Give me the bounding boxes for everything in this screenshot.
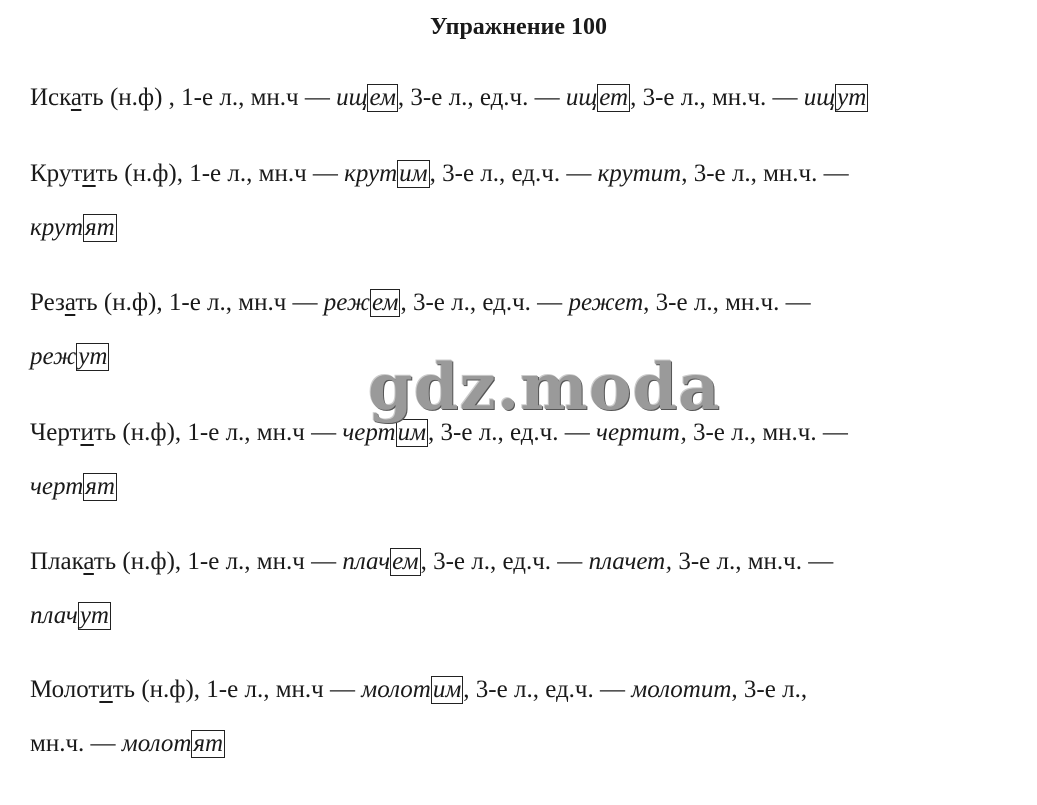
text-segment: ть (н.ф), 1-е л., мн.ч — (93, 548, 343, 575)
stressed-vowel: а (83, 548, 94, 575)
verb-form: молот (121, 730, 192, 757)
stressed-vowel: а (64, 289, 76, 316)
ending-box: ят (193, 730, 224, 757)
entry-line-1 (30, 676, 807, 704)
text-segment: ть (н.ф), 1-е л., мн.ч — (112, 676, 362, 703)
verb-form: чертит, (596, 419, 687, 446)
ending-box: им (399, 160, 428, 187)
ending-box: ут (837, 84, 867, 111)
entry-krutit (30, 160, 1015, 250)
text-segment: , 3-е л., ед.ч. — (400, 289, 569, 316)
text-segment: 3-е л., мн.ч. — (672, 548, 834, 575)
entry-line-2 (30, 602, 111, 630)
ending-box: ет (599, 84, 629, 111)
entry-line-2 (30, 343, 109, 371)
text-segment: , 3-е л., (731, 676, 808, 703)
text-segment: Плак (30, 548, 84, 575)
entry-chertit (30, 419, 1015, 509)
page-title: Упражнение 100 (429, 14, 607, 40)
verb-form: ищ (803, 84, 836, 111)
text-segment: мн.ч. — (30, 730, 122, 757)
verb-form: крут (344, 160, 398, 187)
text-segment: ть (н.ф), 1-е л., мн.ч — (95, 160, 345, 187)
verb-form: ищ (565, 84, 598, 111)
text-segment: , 3-е л., мн.ч. — (681, 160, 849, 187)
verb-form: ищ (336, 84, 368, 111)
entry-line-2 (30, 214, 117, 242)
text-segment: Иск (30, 84, 71, 111)
stressed-vowel: а (70, 84, 82, 111)
verb-form: крутит (597, 160, 682, 187)
text-segment: , 3-е л., мн.ч. — (643, 289, 811, 316)
ending-box: им (432, 676, 462, 703)
entry-line-1 (30, 84, 868, 112)
ending-box: ем (369, 84, 396, 111)
entry-line-2 (30, 730, 225, 758)
text-segment: , 3-е л., ед.ч. — (463, 676, 632, 703)
verb-form: молотит (631, 676, 732, 703)
ending-box: ут (78, 343, 108, 370)
verb-form: режет (568, 289, 644, 316)
ending-box: ят (85, 214, 115, 241)
verb-form: молот (361, 676, 431, 703)
entry-molotit (30, 676, 1015, 766)
entry-line-1 (30, 160, 849, 188)
text-segment: Крут (30, 160, 83, 187)
entry-line-2 (30, 473, 117, 501)
entry-line-1 (30, 289, 811, 317)
text-segment: ть (н.ф) , 1-е л., мн.ч — (81, 84, 337, 111)
verb-form: крут (30, 214, 84, 241)
verb-form: плачет, (588, 548, 673, 575)
ending-box: ем (392, 548, 419, 575)
ending-box: ут (79, 602, 109, 629)
text-segment: ть (н.ф), 1-е л., мн.ч — (93, 419, 343, 446)
text-segment: Молот (30, 676, 100, 703)
stressed-vowel: и (82, 160, 96, 187)
ending-box: им (397, 419, 427, 446)
verb-form: черт (30, 473, 84, 500)
text-segment: , 3-е л., ед.ч. — (428, 419, 597, 446)
stressed-vowel: и (80, 419, 94, 446)
stressed-vowel: и (99, 676, 113, 703)
verb-form: реж (30, 343, 77, 370)
verb-form: плач (342, 548, 391, 575)
entry-plakat (30, 548, 1015, 638)
watermark-logo: gdz.moda (368, 350, 721, 425)
verb-form: реж (323, 289, 371, 316)
ending-box: ят (85, 473, 115, 500)
ending-box: ем (372, 289, 399, 316)
entry-iskat (30, 84, 1015, 124)
verb-form: плач (30, 602, 78, 629)
text-segment: ть (н.ф), 1-е л., мн.ч — (75, 289, 324, 316)
text-segment: , 3-е л., мн.ч. — (630, 84, 804, 111)
text-segment: Черт (30, 419, 81, 446)
text-segment: , 3-е л., ед.ч. — (397, 84, 566, 111)
text-segment: Рез (30, 289, 65, 316)
entry-line-1 (30, 548, 833, 576)
text-segment: 3-е л., мн.ч. — (686, 419, 848, 446)
text-segment: , 3-е л., ед.ч. — (420, 548, 589, 575)
text-segment: , 3-е л., ед.ч. — (429, 160, 598, 187)
verb-form: черт (342, 419, 396, 446)
